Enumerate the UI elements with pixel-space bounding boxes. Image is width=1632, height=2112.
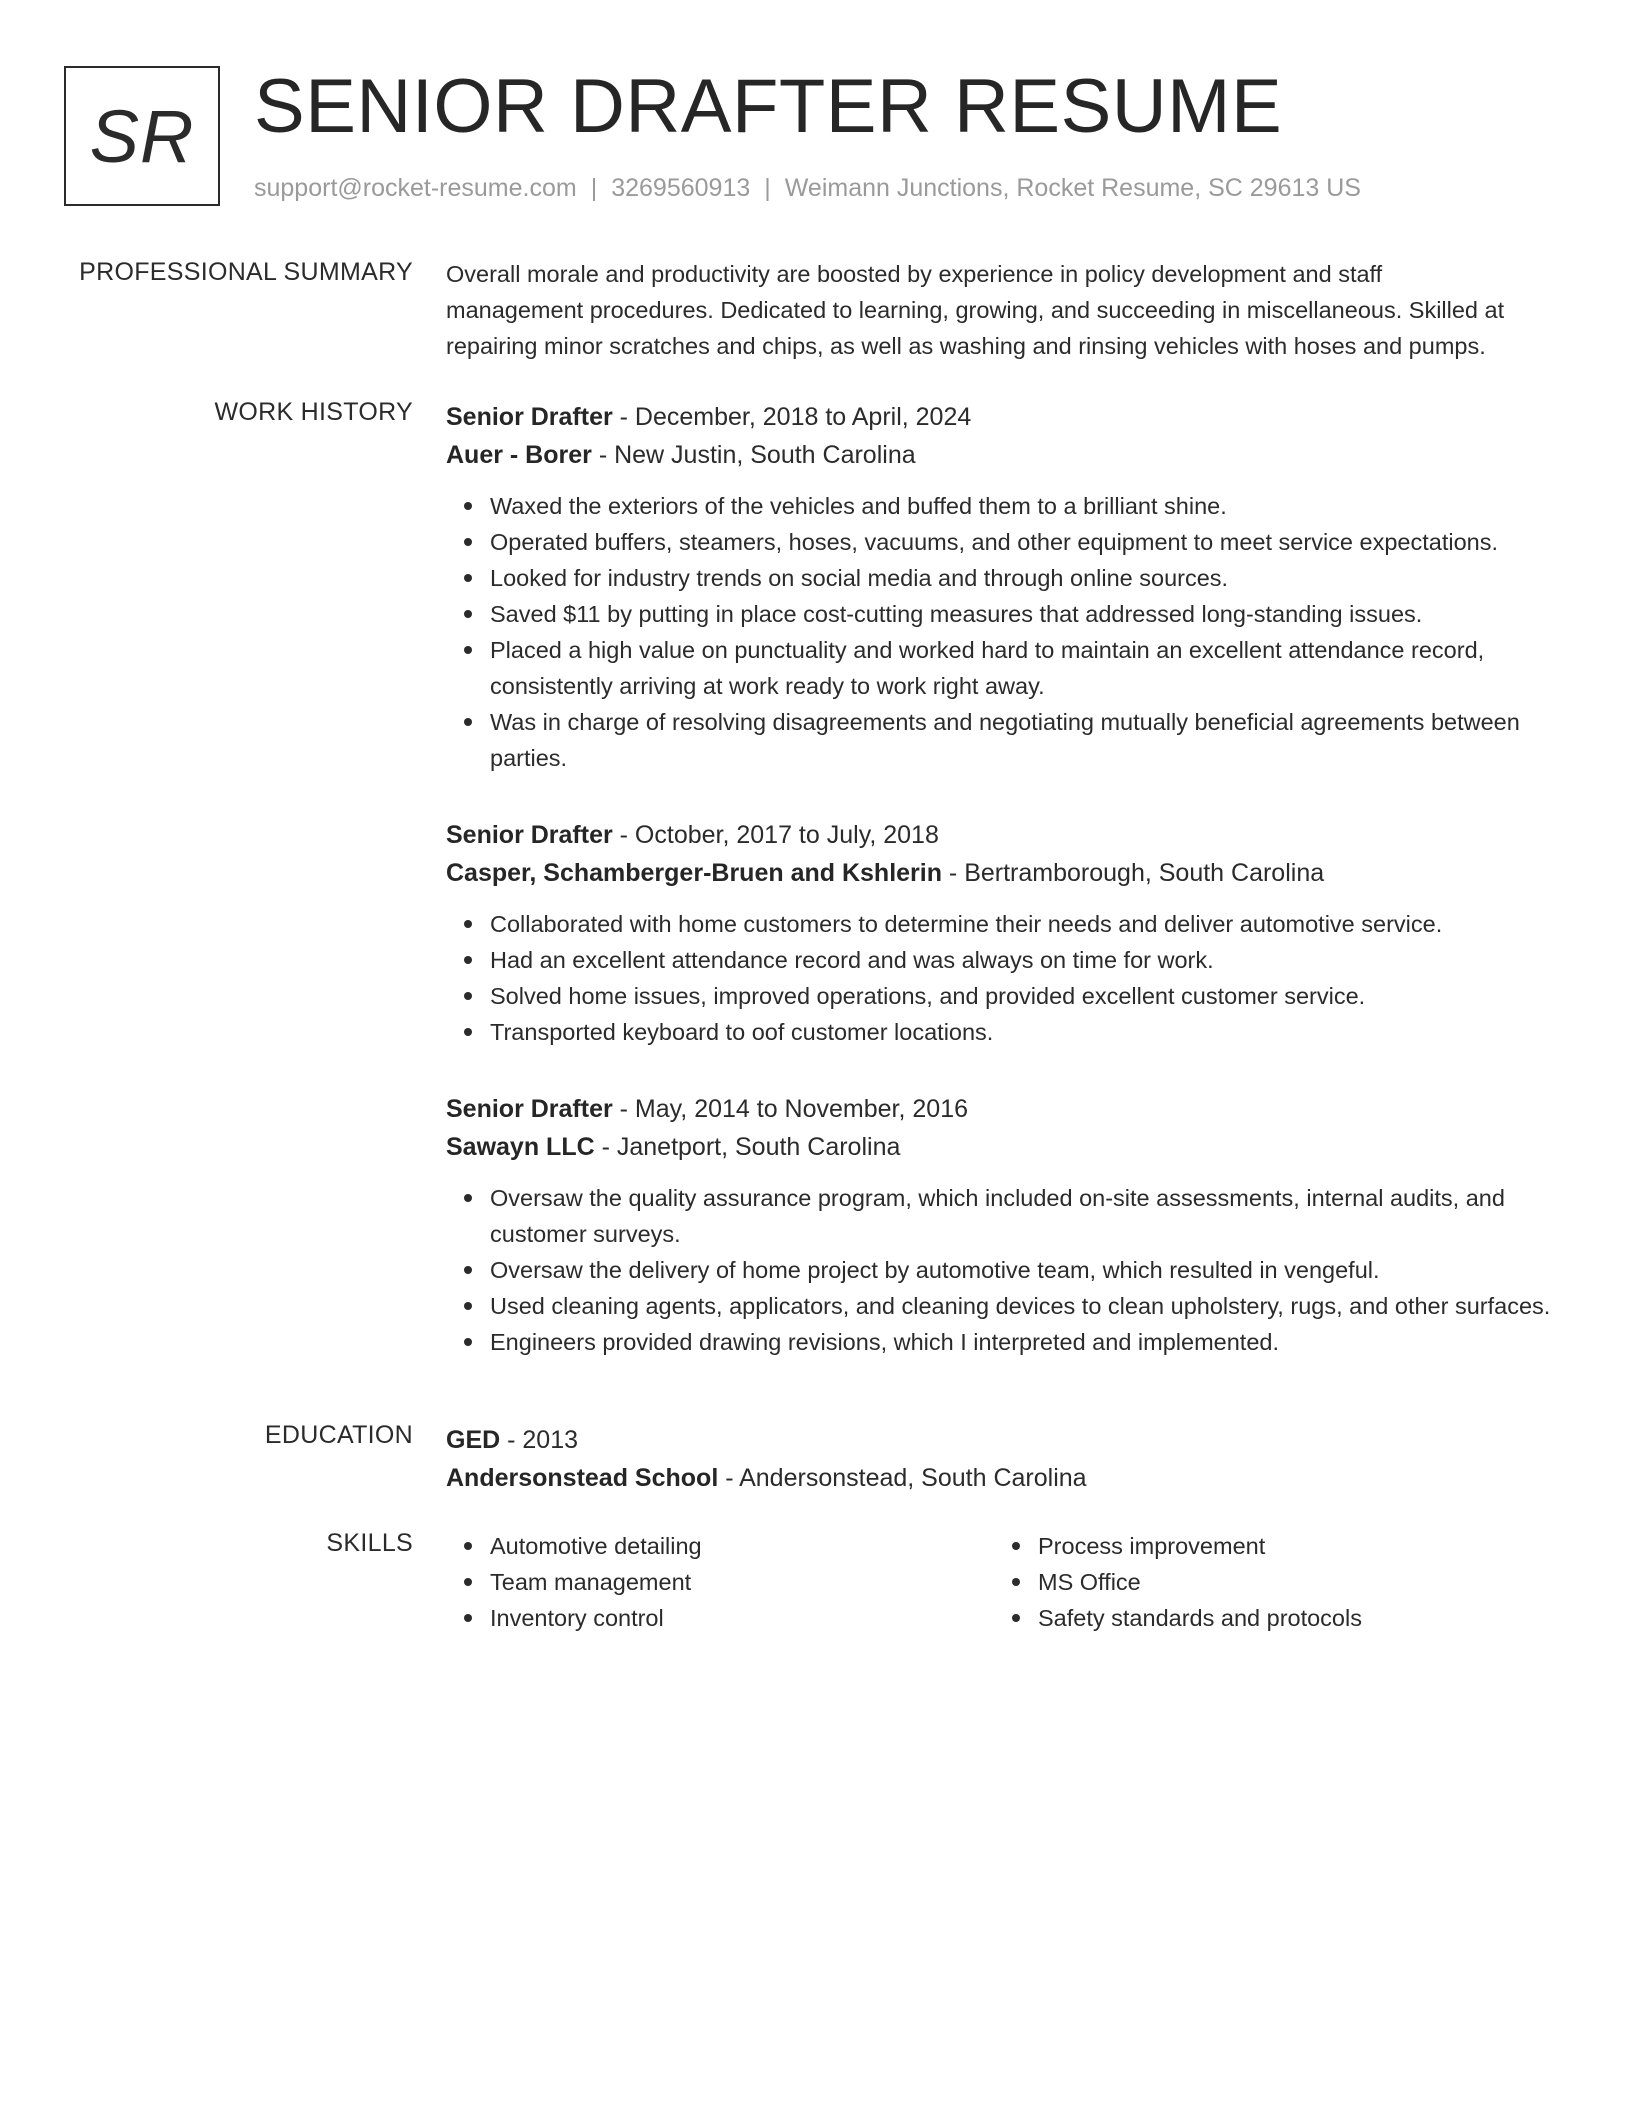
job-dates: - October, 2017 to July, 2018: [612, 821, 939, 849]
list-item: Oversaw the quality assurance program, which included on-site assessments, internal audits, and customer surveys.: [490, 1180, 1566, 1252]
job-company-line: [446, 854, 1566, 892]
job-dates: - December, 2018 to April, 2024: [612, 403, 972, 431]
list-item: Waxed the exteriors of the vehicles and buffed them to a brilliant shine.: [490, 488, 1566, 524]
job-bullets: [446, 1180, 1566, 1360]
section-label-work-history: WORK HISTORY: [214, 398, 413, 426]
skills-list: [446, 1528, 994, 1636]
work-history-body: [446, 398, 1566, 1400]
education-school: Andersonstead School: [446, 1464, 719, 1492]
skills-body: [446, 1528, 1566, 1636]
contact-phone: 3269560913: [611, 174, 751, 202]
skill-item: Automotive detailing: [490, 1528, 994, 1564]
list-item: Collaborated with home customers to determine their needs and deliver automotive service.: [490, 906, 1566, 942]
monogram-badge: SR: [64, 66, 220, 206]
job-title-line: [446, 1090, 1566, 1128]
list-item: Looked for industry trends on social media and through online sources.: [490, 560, 1566, 596]
skills-column-right: [994, 1528, 1542, 1636]
education-body: [446, 1421, 1566, 1497]
education-location: - Andersonstead, South Carolina: [718, 1464, 1087, 1492]
list-item: Had an excellent attendance record and was always on time for work.: [490, 942, 1566, 978]
skills-column-left: [446, 1528, 994, 1636]
job-entry: [446, 1090, 1566, 1360]
job-company-line: [446, 1128, 1566, 1166]
skill-item: Process improvement: [1038, 1528, 1542, 1564]
skill-item: Team management: [490, 1564, 994, 1600]
skill-item: Safety standards and protocols: [1038, 1600, 1542, 1636]
education-degree: GED: [446, 1426, 501, 1454]
section-label-summary: PROFESSIONAL SUMMARY: [79, 258, 413, 286]
list-item: Used cleaning agents, applicators, and cleaning devices to clean upholstery, rugs, and other surfaces.: [490, 1288, 1566, 1324]
list-item: Was in charge of resolving disagreements and negotiating mutually beneficial agreements between parties.: [490, 704, 1566, 776]
summary-line: management procedures. Dedicated to learning, growing, and succeeding in miscellaneous. Skilled at: [446, 297, 1505, 323]
job-title: Senior Drafter: [446, 821, 613, 849]
job-company: Auer - Borer: [446, 441, 592, 469]
job-title-line: [446, 816, 1566, 854]
list-item: Transported keyboard to oof customer locations.: [490, 1014, 1566, 1050]
skill-item: Inventory control: [490, 1600, 994, 1636]
summary-text: [446, 256, 1566, 364]
summary-line: Overall morale and productivity are boosted by experience in policy development and staff: [446, 261, 1383, 287]
education-degree-line: [446, 1421, 1566, 1459]
list-item: Solved home issues, improved operations, and provided excellent customer service.: [490, 978, 1566, 1014]
job-location: - New Justin, South Carolina: [591, 441, 916, 469]
list-item: Oversaw the delivery of home project by automotive team, which resulted in vengeful.: [490, 1252, 1566, 1288]
job-entry: [446, 816, 1566, 1050]
job-bullets: [446, 488, 1566, 776]
skill-item: MS Office: [1038, 1564, 1542, 1600]
job-location: - Bertramborough, South Carolina: [941, 859, 1325, 887]
resume-title: SENIOR DRAFTER RESUME: [254, 64, 1283, 149]
job-title: Senior Drafter: [446, 403, 613, 431]
education-year: - 2013: [500, 1426, 579, 1454]
contact-line: [254, 174, 1361, 203]
job-bullets: [446, 906, 1566, 1050]
job-entry: [446, 398, 1566, 776]
job-company: Casper, Schamberger-Bruen and Kshlerin: [446, 859, 942, 887]
resume-header: [64, 66, 1564, 210]
skills-list: [994, 1528, 1542, 1636]
list-item: Operated buffers, steamers, hoses, vacuums, and other equipment to meet service expectations.: [490, 524, 1566, 560]
contact-separator: |: [764, 174, 771, 202]
summary-line: repairing minor scratches and chips, as well as washing and rinsing vehicles with hoses and pumps.: [446, 333, 1486, 359]
job-title-line: [446, 398, 1566, 436]
summary-body: [446, 256, 1566, 364]
contact-separator: |: [590, 174, 598, 202]
job-title: Senior Drafter: [446, 1095, 613, 1123]
job-company-line: [446, 436, 1566, 474]
list-item: Engineers provided drawing revisions, which I interpreted and implemented.: [490, 1324, 1566, 1360]
section-label-education: EDUCATION: [264, 1421, 413, 1449]
job-dates: - May, 2014 to November, 2016: [612, 1095, 969, 1123]
list-item: Placed a high value on punctuality and worked hard to maintain an excellent attendance record, consistently arriving at work ready to work right away.: [490, 632, 1566, 704]
job-company: Sawayn LLC: [446, 1133, 595, 1161]
job-location: - Janetport, South Carolina: [594, 1133, 901, 1161]
contact-email: support@rocket-resume.com: [254, 174, 577, 202]
skills-columns: [446, 1528, 1566, 1636]
section-label-skills: SKILLS: [326, 1529, 413, 1557]
contact-address: Weimann Junctions, Rocket Resume, SC 29613 US: [784, 174, 1361, 202]
list-item: Saved $11 by putting in place cost-cutting measures that addressed long-standing issues.: [490, 596, 1566, 632]
education-school-line: [446, 1459, 1566, 1497]
